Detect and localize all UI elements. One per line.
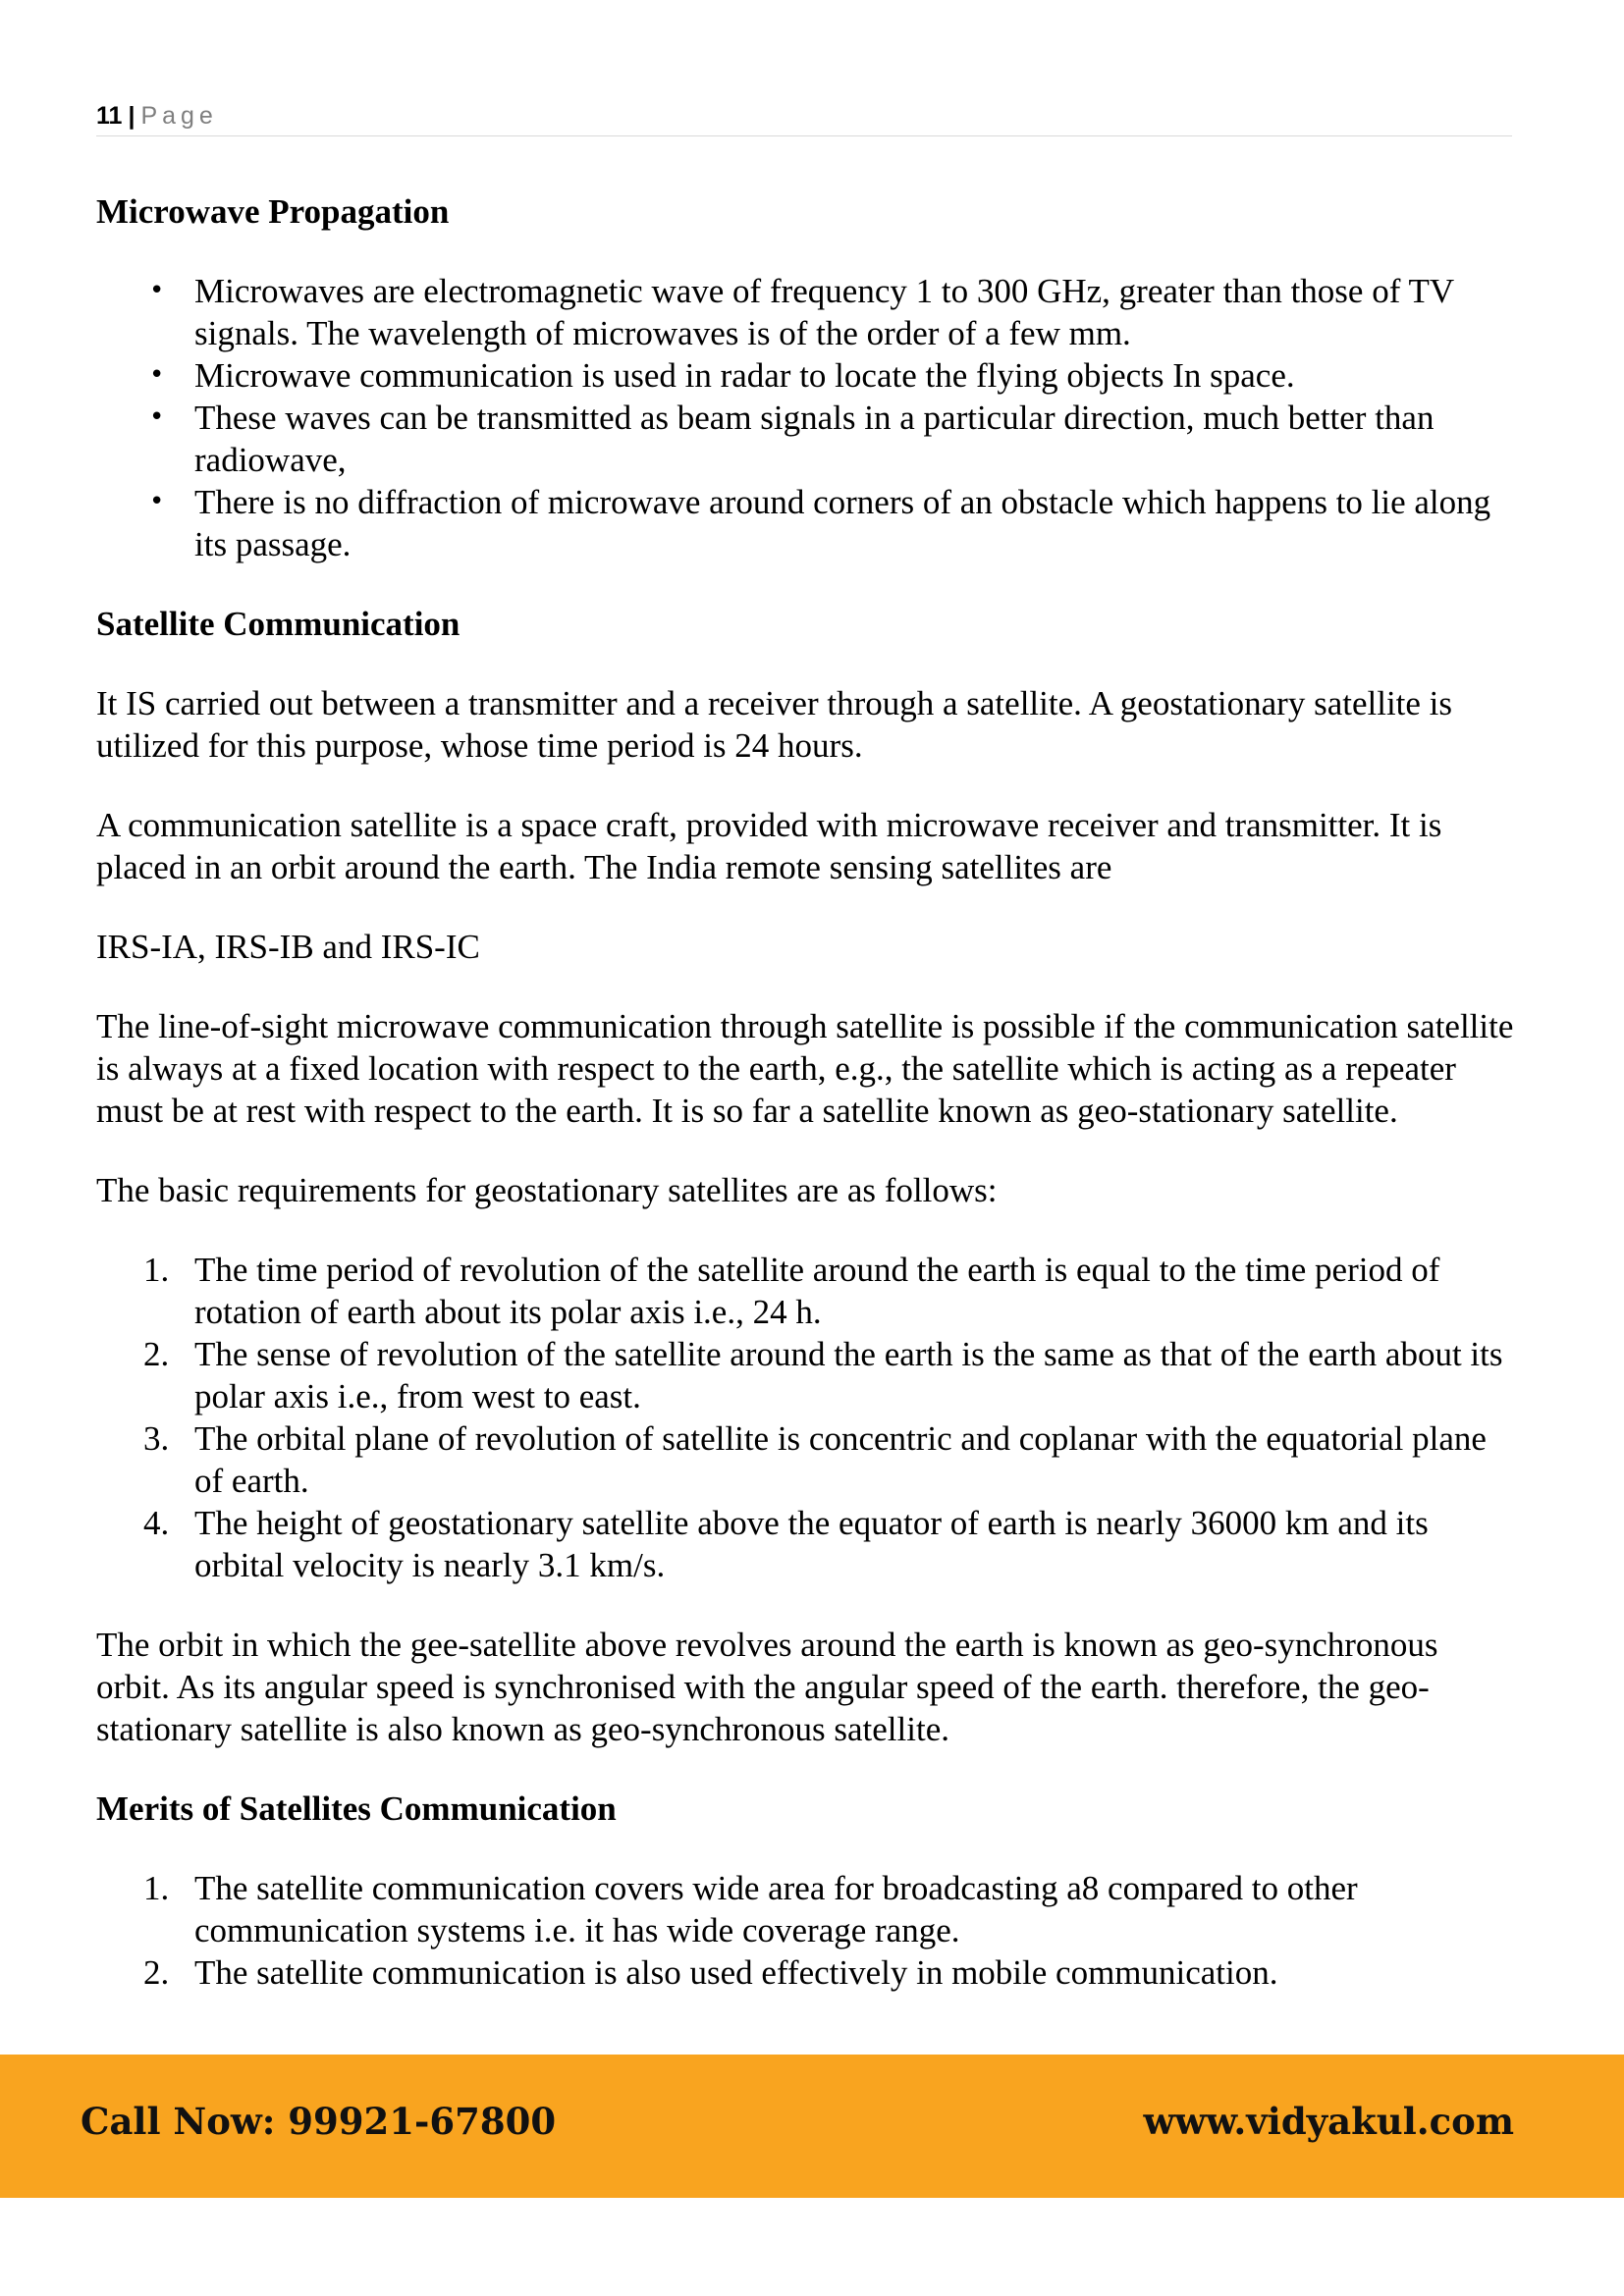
list-item: • These waves can be transmitted as beam signals in a particular direction, much better than radiowave, (194, 397, 1515, 481)
list-number: 2. (143, 1953, 170, 1992)
merits-list (96, 1867, 1515, 1994)
paragraph: The basic requirements for geostationary satellites are as follows: (96, 1171, 998, 1209)
list-item (143, 1502, 1515, 1586)
list-text: The satellite communication covers wide area for broadcasting a8 compared to other communication systems i.e. it has wide coverage range. (194, 1869, 1358, 1949)
list-text: The orbital plane of revolution of satellite is concentric and coplanar with the equatorial plane of earth. (194, 1419, 1487, 1500)
list-text: The satellite communication is also used effectively in mobile communication. (194, 1953, 1278, 1992)
list-item: • There is no diffraction of microwave around corners of an obstacle which happens to lie along its passage. (194, 481, 1515, 565)
list-text: The height of geostationary satellite above the equator of earth is nearly 36000 km and its orbital velocity is nearly 3.1 km/s. (194, 1504, 1429, 1584)
list-number: 1. (143, 1869, 170, 1907)
list-item (143, 1333, 1515, 1417)
list-number: 3. (143, 1419, 170, 1458)
heading-merits: Merits of Satellites Communication (96, 1789, 617, 1828)
list-item: • Microwave communication is used in radar to locate the flying objects In space. (194, 354, 1515, 397)
paragraph: It IS carried out between a transmitter and a receiver through a satellite. A geostationary satellite is utilized for this purpose, whose time period is 24 hours. (96, 684, 1453, 765)
requirements-list (96, 1249, 1515, 1586)
list-number: 2. (143, 1335, 170, 1373)
document-body (96, 190, 1515, 2031)
paragraph: IRS-IA, IRS-IB and IRS-IC (96, 928, 480, 966)
list-number: 4. (143, 1504, 170, 1542)
list-item (143, 1249, 1515, 1333)
paragraph: The line-of-sight microwave communication through satellite is possible if the communication satellite is always at a fixed location with respect to the earth, e.g., the satellite which is acting as a repeater must be at rest with respect to the earth. It is so far a satellite known as geo-stationary satellite. (96, 1007, 1514, 1130)
list-item (143, 1867, 1515, 1951)
footer-banner (0, 2055, 1624, 2198)
microwave-bullet-list (96, 270, 1515, 565)
page-number: 11 (96, 102, 123, 130)
paragraph: The orbit in which the gee-satellite above revolves around the earth is known as geo-synchronous orbit. As its angular speed is synchronised with the angular speed of the earth. therefore, the geo-stationary satellite is also known as geo-synchronous satellite. (96, 1626, 1438, 1748)
paragraph: A communication satellite is a space craft, provided with microwave receiver and transmitter. It is placed in an orbit around the earth. The India remote sensing satellites are (96, 806, 1442, 886)
header-separator: | (128, 102, 135, 130)
call-now-text[interactable]: Call Now: 99921-67800 (81, 2100, 557, 2143)
list-number: 1. (143, 1251, 170, 1289)
page-label: Page (140, 102, 218, 130)
list-item (143, 1951, 1515, 1994)
page-header (96, 96, 1512, 136)
heading-microwave-propagation: Microwave Propagation (96, 192, 450, 231)
list-text: The sense of revolution of the satellite around the earth is the same as that of the earth about its polar axis i.e., from west to east. (194, 1335, 1503, 1415)
list-text: The time period of revolution of the satellite around the earth is equal to the time period of rotation of earth about its polar axis i.e., 24 h. (194, 1251, 1440, 1331)
heading-satellite-communication: Satellite Communication (96, 605, 460, 643)
list-item: • Microwaves are electromagnetic wave of frequency 1 to 300 GHz, greater than those of TV signals. The wavelength of microwaves is of the order of a few mm. (194, 270, 1515, 354)
list-item (143, 1417, 1515, 1502)
website-link[interactable]: www.vidyakul.com (1143, 2100, 1514, 2143)
